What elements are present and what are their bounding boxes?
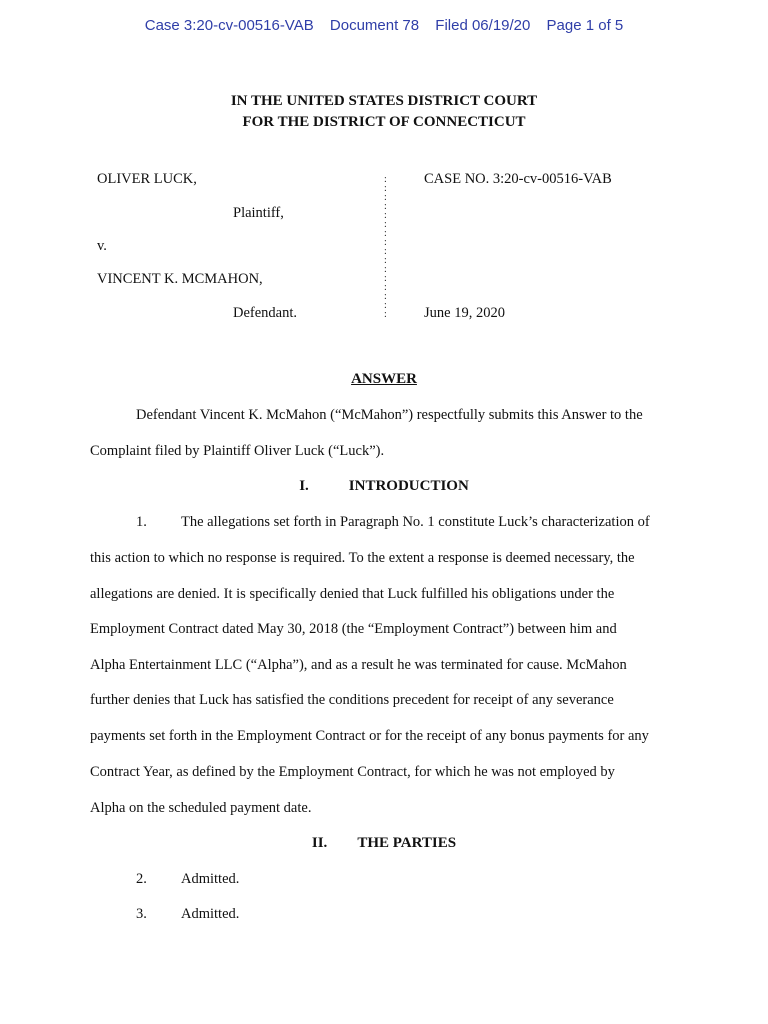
paragraph-1-line-7: payments set forth in the Employment Contract or for the receipt of any bonus payments for any [90,728,649,744]
paragraph-1-line-4: Employment Contract dated May 30, 2018 (the “Employment Contract”) between him and [90,621,617,637]
paragraph-number-1: 1. [136,514,147,530]
paragraph-3-text: Admitted. [181,906,240,922]
paragraph-1-line-3: allegations are denied. It is specifically denied that Luck fulfilled his obligations under the [90,586,615,602]
section-heading-introduction: I. INTRODUCTION [299,478,469,494]
caption-divider: : : : : : : : : : : : : : : : : [384,174,387,320]
paragraph-number-3: 3. [136,906,147,922]
paragraph-number-2: 2. [136,871,147,887]
intro-line-2: Complaint filed by Plaintiff Oliver Luck (“Luck”). [90,443,385,459]
paragraph-2-text: Admitted. [181,871,240,887]
intro-line-1: Defendant Vincent K. McMahon (“McMahon”) respectfully submits this Answer to the [136,407,643,423]
section-heading-parties: II. THE PARTIES [311,835,457,851]
paragraph-1-line-2: this action to which no response is required. To the extent a response is deemed necessary, the [90,550,635,566]
versus: v. [97,238,107,254]
filing-stamp [0,17,768,34]
document-title: ANSWER [351,371,417,387]
filed-date-stamp: Filed 06/19/20 [435,17,531,34]
court-name-line1: IN THE UNITED STATES DISTRICT COURT [230,93,538,109]
page-number-stamp: Page 1 of 5 [546,17,624,34]
plaintiff-name: OLIVER LUCK, [97,171,197,187]
case-number: CASE NO. 3:20-cv-00516-VAB [424,171,612,187]
plaintiff-role: Plaintiff, [233,205,284,221]
paragraph-1-line-9: Alpha on the scheduled payment date. [90,800,312,816]
paragraph-1-line-6: further denies that Luck has satisfied the conditions precedent for receipt of any severance [90,692,614,708]
document-number-stamp: Document 78 [329,17,420,34]
defendant-role: Defendant. [233,305,298,321]
filing-date: June 19, 2020 [424,305,505,321]
case-number-stamp: Case 3:20-cv-00516-VAB [144,17,314,34]
defendant-name: VINCENT K. MCMAHON, [97,271,263,287]
paragraph-1-line-1: The allegations set forth in Paragraph No. 1 constitute Luck’s characterization of [181,514,650,530]
court-name-line2: FOR THE DISTRICT OF CONNECTICUT [242,114,526,130]
paragraph-1-line-8: Contract Year, as defined by the Employment Contract, for which he was not employed by [90,764,615,780]
paragraph-1-line-5: Alpha Entertainment LLC (“Alpha”), and as a result he was terminated for cause. McMahon [90,657,627,673]
